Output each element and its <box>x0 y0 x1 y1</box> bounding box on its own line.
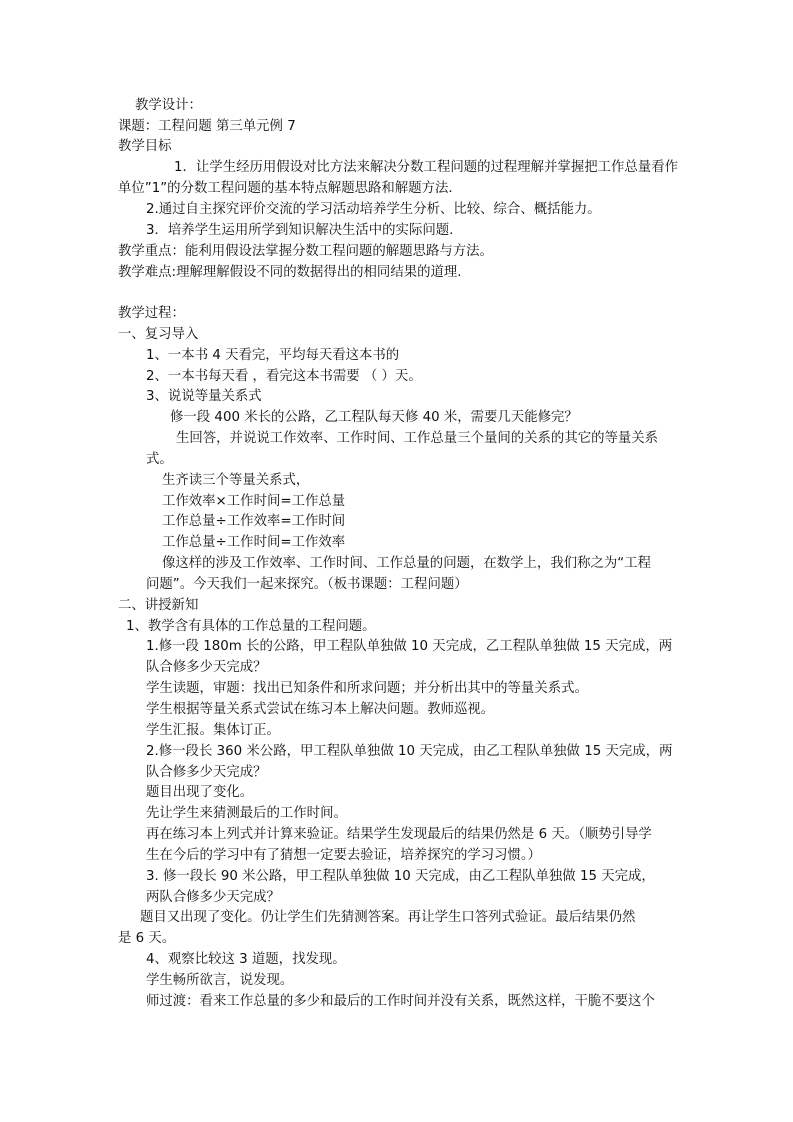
section-2-title: 二、讲授新知 <box>118 598 199 613</box>
objectives-title: 教学目标 <box>118 139 172 154</box>
formula-2: 工作总量÷工作效率=工作时间 <box>162 514 346 529</box>
objective-1-line-2: 单位”1”的分数工程问题的基本特点解题思路和解题方法. <box>118 181 453 196</box>
process-title: 教学过程： <box>118 306 185 321</box>
summary-line-2: 问题”。今天我们一起来探究。（板书课题：工程问题） <box>146 577 468 592</box>
review-answer-line-1: 生回答，并说说工作效率、工作时间、工作总量三个量间的关系的其它的等量关系 <box>176 431 659 446</box>
question-1-line-2: 队合修多少天完成？ <box>146 660 267 675</box>
objective-3: 3．培养学生运用所学到知识解决生活中的实际问题. <box>146 223 454 238</box>
objective-1-line-1: 1．让学生经历用假设对比方法来解决分数工程问题的过程理解并掌握把工作总量看作 <box>174 160 678 175</box>
review-item-2: 2、一本书每天看 ，看完这本书需要 （ ）天。 <box>146 369 422 384</box>
key-point: 教学重点：能利用假设法掌握分数工程问题的解题思路与方法。 <box>118 244 493 259</box>
review-answer-line-2: 式。 <box>146 452 173 467</box>
question-1-line-1: 1.修一段 180m 长的公路，甲工程队单独做 10 天完成，乙工程队单独做 15 天完成，两 <box>146 639 673 654</box>
objective-2: 2.通过自主探究评价交流的学习活动培养学生分析、比较、综合、概括能力。 <box>146 202 601 217</box>
step-report: 学生汇报。集体订正。 <box>146 723 280 738</box>
question-2-line-1: 2.修一段长 360 米公路，甲工程队单独做 10 天完成，由乙工程队单独做 15 天完成，两 <box>146 744 673 759</box>
review-problem: 修一段 400 米长的公路，乙工程队每天修 40 米，需要几天能修完？ <box>170 410 578 425</box>
question-3-line-2: 两队合修多少天完成？ <box>146 890 280 905</box>
question-3-line-1: 3. 修一段长 90 米公路，甲工程队单独做 10 天完成，由乙工程队单独做 15 天完成， <box>146 869 655 884</box>
guess-note: 先让学生来猜测最后的工作时间。 <box>146 806 347 821</box>
change-note: 题目出现了变化。 <box>146 785 254 800</box>
review-item-3: 3、说说等量关系式 <box>146 389 262 404</box>
question-2-line-2: 队合修多少天完成？ <box>146 765 267 780</box>
formula-1: 工作效率×工作时间=工作总量 <box>162 494 346 509</box>
difficult-point: 教学难点:理解理解假设不同的数据得出的相同结果的道理. <box>118 265 462 280</box>
lesson-topic: 课题：工程问题 第三单元例 7 <box>118 119 296 134</box>
teacher-transition: 师过渡：看来工作总量的多少和最后的工作时间并没有关系，既然这样，干脆不要这个 <box>146 994 655 1009</box>
another-change-line-1: 题目又出现了变化。仍让学生们先猜测答案。再让学生口答列式验证。最后结果仍然 <box>140 910 636 925</box>
observe-compare: 4、观察比较这 3 道题，找发现。 <box>146 952 346 967</box>
another-change-line-2: 是 6 天。 <box>118 931 176 946</box>
summary-line-1: 像这样的涉及工作效率、工作时间、工作总量的问题，在数学上，我们称之为“工程 <box>162 556 651 571</box>
step-read: 学生读题，审题：找出已知条件和所求问题；并分析出其中的等量关系式。 <box>146 681 588 696</box>
formula-3: 工作总量÷工作时间=工作效率 <box>162 535 346 550</box>
section-1-title: 一、复习导入 <box>118 327 199 342</box>
doc-heading: 教学设计： <box>135 98 202 113</box>
step-solve: 学生根据等量关系式尝试在练习本上解决问题。教师巡视。 <box>146 702 495 717</box>
read-formulas: 生齐读三个等量关系式， <box>162 473 310 488</box>
section-2-subtitle: 1、教学含有具体的工作总量的工程问题。 <box>126 619 376 634</box>
review-item-1: 1、一本书 4 天看完，平均每天看这本书的 <box>146 348 400 363</box>
observe-answer: 学生畅所欲言，说发现。 <box>146 973 294 988</box>
verify-line-2: 生在今后的学习中有了猜想一定要去验证，培养探究的学习习惯。） <box>146 848 542 863</box>
verify-line-1: 再在练习本上列式并计算来验证。结果学生发现最后的结果仍然是 6 天。（顺势引导学 <box>146 827 652 842</box>
